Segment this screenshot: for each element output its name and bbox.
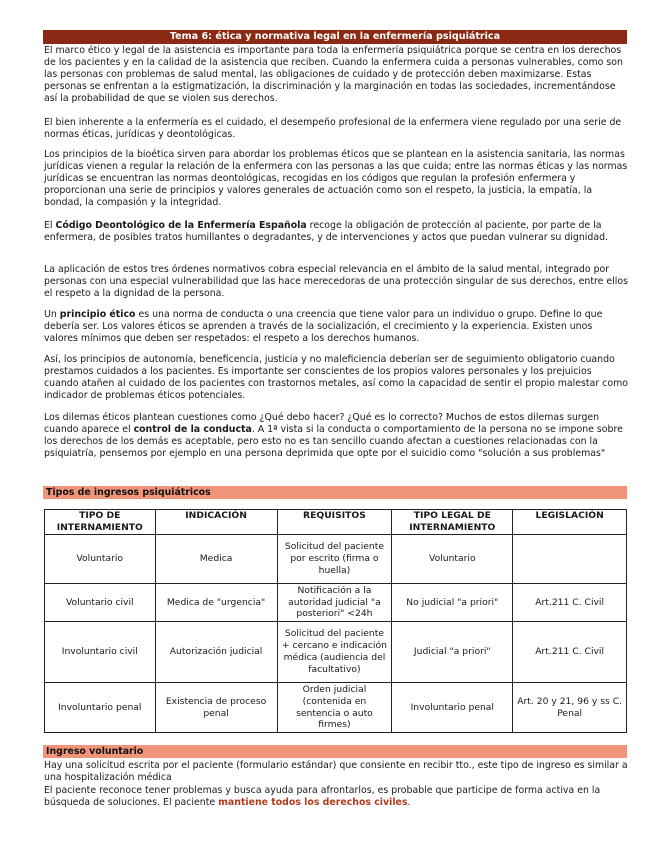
tail-highlight: mantiene todos los derechos civiles xyxy=(218,797,408,809)
p8-bold: control de la conducta xyxy=(133,424,252,436)
table-cell: No judicial "a priori" xyxy=(392,584,513,622)
table-cell: Voluntario civil xyxy=(45,584,156,622)
table-cell: Solicitud del paciente por escrito (firma o huella) xyxy=(277,535,392,584)
header-legislacion: LEGISLACIÓN xyxy=(513,510,627,535)
table-row xyxy=(45,584,627,622)
header-indicacion: INDICACIÓN xyxy=(155,510,277,535)
table-cell: Existencia de proceso penal xyxy=(155,683,277,733)
section-heading-ingresos: Tipos de ingresos psiquiátricos xyxy=(43,486,627,499)
admission-types-table xyxy=(44,509,627,733)
table-cell: Art. 20 y 21, 96 y ss C. Penal xyxy=(513,683,627,733)
table-cell: Voluntario xyxy=(45,535,156,584)
header-tipo-internamiento: TIPO DE INTERNAMIENTO xyxy=(45,510,156,535)
p8-text-a: Los dilemas éticos plantean cuestiones como ¿Qué debo hacer? ¿Qué es lo correcto? Muchos de estos dilemas surgen cuando aparece el xyxy=(44,412,600,436)
tail-paragraph-2 xyxy=(44,785,628,809)
p6-text-b: es una norma de conducta o una creencia que tiene valor para un individuo o grupo. Define lo que debería ser. Los valores éticos se aprenden a través de la socialización, el crecimiento y la experiencia. Existen unos valores mínimos que deben ser respetados: el respeto a los derechos humanos. xyxy=(44,309,603,345)
p4-bold: Código Deontológico de la Enfermería Española xyxy=(55,220,307,231)
table-header-row xyxy=(45,510,627,535)
table-cell: Involuntario civil xyxy=(45,622,156,683)
p8-text-b: . A 1ª vista si la conducta o comportamiento de la persona no se impone sobre los derechos de los demás es aceptable, pero esto no es tan sencillo cuando afectan a cuestiones relacionadas con la psiquiatría, pensemos por ejemplo en una persona deprimida que opte por el suicidio como "solución a sus problemas" xyxy=(44,424,623,460)
table-cell: Medica de "urgencia" xyxy=(155,584,277,622)
paragraph-2: El bien inherente a la enfermería es el cuidado, el desempeño profesional de la enfermera viene regulado por una serie de normas éticas, jurídicas y deontológicas. xyxy=(44,117,622,141)
p4-text-a: El xyxy=(44,220,56,231)
header-tipo-legal: TIPO LEGAL DE INTERNAMIENTO xyxy=(392,510,513,535)
table-cell: Orden judicial (contenida en sentencia o auto firmes) xyxy=(277,683,392,733)
paragraph-8 xyxy=(44,412,628,460)
table-cell: Involuntario penal xyxy=(392,683,513,733)
table-cell: Art.211 C. Civil xyxy=(513,622,627,683)
table-cell: Autorización judicial xyxy=(155,622,277,683)
page-title: Tema 6: ética y normativa legal en la enfermería psiquiátrica xyxy=(43,30,627,44)
paragraph-5: La aplicación de estos tres órdenes normativos cobra especial relevancia en el ámbito de la salud mental, integrado por personas con una especial vulnerabilidad que las hace merecedoras de una protección singular de sus derechos, entre ellos el respeto a la dignidad de la persona. xyxy=(44,264,628,300)
paragraph-1: El marco ético y legal de la asistencia es importante para toda la enfermería psiquiátrica porque se centra en los derechos de los pacientes y en la calidad de la asistencia que reciben. Cuando la enfermera cuida a personas vulnerables, como son las personas con problemas de salud mental, las obligaciones de cuidado y de protección deben maximizarse. Estas personas se enfrentan a la estigmatización, la discriminación y la marginación en todas las sociedades, incrementándose así la probabilidad de que se violen sus derechos. xyxy=(44,45,623,105)
table-cell: Judicial "a priori" xyxy=(392,622,513,683)
tail-paragraph-1: Hay una solicitud escrita por el paciente (formulario estándar) que consiente en recibir tto., este tipo de ingreso es similar a una hospitalización médica xyxy=(44,760,628,784)
table-row xyxy=(45,683,627,733)
table-cell: Medica xyxy=(155,535,277,584)
paragraph-3: Los principios de la bioética sirven para abordar los problemas éticos que se plantean en la asistencia sanitaria, las normas jurídicas vienen a regular la relación de la enfermera con las personas a las que cuida; entre las normas éticas y las normas jurídicas se encuentran las normas deontológicas, recogidas en los códigos que regulan la profesión enfermera y proporcionan una serie de principios y valores generales de actuación como son el respeto, la justicia, la empatía, la bondad, la compasión y la integridad. xyxy=(44,149,628,209)
paragraph-4 xyxy=(44,220,628,244)
paragraph-7: Así, los principios de autonomía, beneficencia, justicia y no maleficiencia deberían ser de seguimiento obligatorio cuando prestamos cuidados a los pacientes. Es importante ser conscientes de los propios valores personales y los prejuicios cuando atañen al cuidado de los pacientes con trastornos metales, así como la capacidad de sentir el propio malestar como indicador de problemas éticos potenciales. xyxy=(44,354,628,402)
table-cell: Voluntario xyxy=(392,535,513,584)
tail-text-b: . xyxy=(407,797,411,809)
table-row xyxy=(45,622,627,683)
header-requisitos: REQUISITOS xyxy=(277,510,392,535)
table-cell: Art.211 C. Civil xyxy=(513,584,627,622)
section-heading-ingreso-voluntario: Ingreso voluntario xyxy=(43,745,627,758)
table-cell: Solicitud del paciente + cercano e indicación médica (audiencia del facultativo) xyxy=(277,622,392,683)
p4-text-b: recoge la obligación de protección al paciente, por parte de la enfermera, de posibles tratos humillantes o degradantes, y de intervenciones y actos que puedan vulnerar su dignidad. xyxy=(44,220,609,244)
table-cell xyxy=(513,535,627,584)
table-row xyxy=(45,535,627,584)
table-cell: Involuntario penal xyxy=(45,683,156,733)
tail-text-a: El paciente reconoce tener problemas y busca ayuda para afrontarlos, es probable que participe de forma activa en la búsqueda de soluciones. El paciente xyxy=(44,785,601,809)
paragraph-6 xyxy=(44,309,628,345)
table-cell: Notificación a la autoridad judicial "a posteriori" <24h xyxy=(277,584,392,622)
p6-text-a: Un xyxy=(44,309,60,320)
p6-bold: principio ético xyxy=(59,309,136,320)
